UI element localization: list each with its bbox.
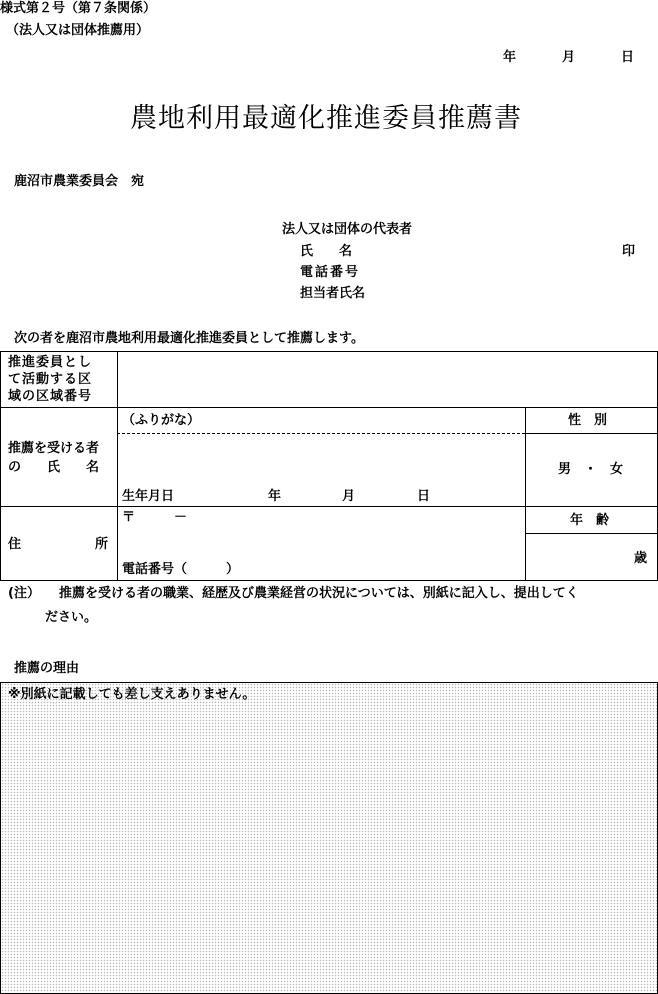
label-column-divider [117,351,118,581]
gender-options[interactable]: 男 ・ 女 [558,462,624,477]
birth-month-unit: 月 [342,489,356,504]
address-field[interactable] [119,527,523,557]
birth-day-unit: 日 [417,489,431,504]
representative-phone-label: 電話番号 [300,265,361,280]
table-border-top [0,351,658,352]
age-header: 年 齢 [570,513,610,528]
seal-mark: 印 [622,244,636,259]
reason-heading: 推薦の理由 [14,661,80,676]
date-day: 日 [621,50,635,65]
area-label-line1: 推進委員とし [8,355,93,370]
table-border-bottom [0,580,658,581]
representative-name-label: 氏 名 [300,244,353,259]
table-divider [0,506,658,507]
form-variant: （法人又は団体推薦用） [6,23,150,38]
birth-year-unit: 年 [268,489,282,504]
area-label-line2: て活動する区 [8,372,93,387]
age-unit: 歳 [634,551,648,566]
table-divider [0,407,658,408]
reason-text-area[interactable] [0,682,658,994]
age-header-divider [525,533,658,534]
gender-header: 性 別 [568,413,608,428]
gender-header-divider [525,433,658,434]
nominee-name-label-line2: の 氏 名 [8,460,100,475]
nominee-name-label-line1: 推薦を受ける者 [8,441,100,456]
date-month: 月 [562,50,576,65]
nominee-name-field[interactable] [119,436,523,484]
form-number: 様式第２号（第７条関係） [0,1,157,16]
date-year: 年 [503,50,517,65]
area-number-field[interactable] [119,353,655,405]
recommendation-intro: 次の者を鹿沼市農地利用最適化推進委員として推薦します。 [14,331,364,346]
reason-note: ※別紙に記載しても差し支えありません。 [8,687,256,702]
address-label-second: 所 [95,537,109,552]
page-title: 農地利用最適化推進委員推薦書 [130,103,522,134]
note-prefix: (注） [8,586,40,601]
right-column-divider [525,407,526,581]
furigana-label: （ふりがな） [122,413,201,428]
table-border-left [0,351,1,581]
address-phone-label: 電話番号（ ） [122,562,240,577]
addressee: 鹿沼市農業委員会 宛 [14,174,145,189]
furigana-divider [117,433,525,434]
representative-heading: 法人又は団体の代表者 [282,222,413,237]
area-label-line3: 域の区域番号 [8,389,93,404]
birthdate-label: 生年月日 [122,489,175,504]
contact-person-label: 担当者氏名 [300,286,366,301]
note-line1: 推薦を受ける者の職業、経歴及び農業経営の状況については、別紙に記入し、提出してく [59,586,579,601]
address-label-first: 住 [8,537,22,552]
postal-code: 〒 － [122,510,188,525]
note-line2: ださい。 [45,610,98,625]
furigana-field[interactable] [200,410,522,431]
